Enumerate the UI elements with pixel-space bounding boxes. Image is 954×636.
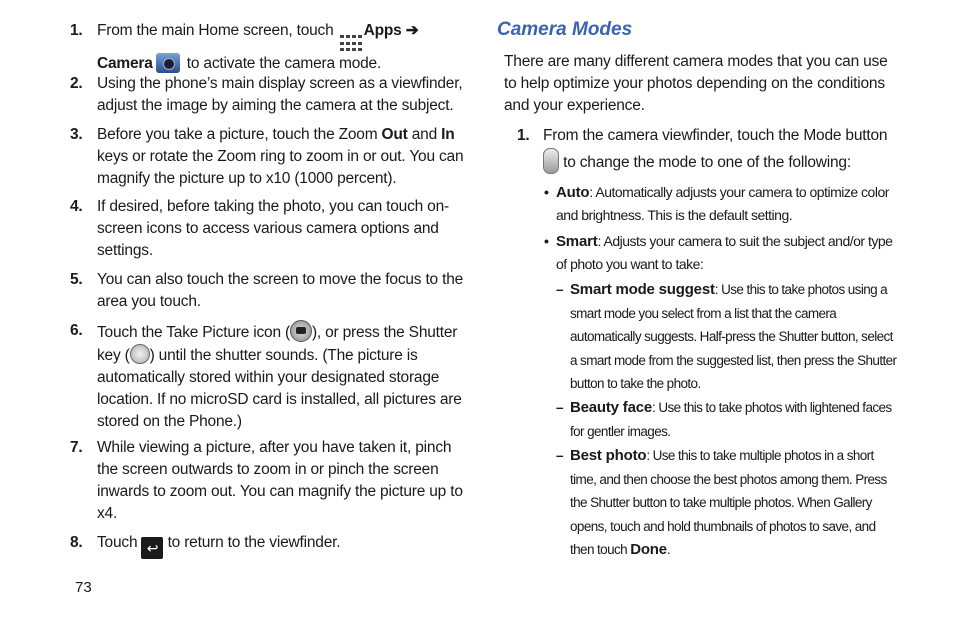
zoom-in-label: In	[441, 126, 455, 143]
shutter-key-icon	[130, 344, 150, 364]
take-picture-icon	[290, 320, 312, 342]
bullet-text: Smart: Adjusts your camera to suit the subject and/or type of photo you want to take:	[556, 233, 893, 272]
dash-mark: –	[556, 448, 563, 463]
step-number: 1.	[70, 22, 83, 39]
sub-text: Best photo: Use this to take multiple photos in a short time, and then choose the best photos among them. Press the Shutter button to take multiple photos. When Gallery opens, touch and hold thumbnails of photos to save, and then touch Done.	[570, 447, 887, 558]
step-text: Touch the Take Picture icon ( ), or press the Shutter key ( ) until the shutter sounds. (The picture is automatically stored within your designated storage location. If no microSD card is installed, all pictures are stored on the Phone.)	[97, 320, 467, 433]
step-text: From the main Home screen, touch Apps ➔ Camera to activate the camera mode.	[97, 22, 419, 72]
apps-label: Apps	[363, 22, 402, 39]
dash-mark: –	[556, 282, 563, 297]
sub-term: Best photo	[570, 447, 647, 464]
done-label: Done	[630, 541, 667, 558]
bullet-mark: •	[544, 184, 549, 200]
sub-text: Smart mode suggest: Use this to take photos using a smart mode you select from a list that the camera automatically suggests. Half-press the Shutter button, select a smart mode from the suggested list, then press the Shutter button to take the photo.	[570, 281, 897, 391]
zoom-out-label: Out	[381, 126, 408, 143]
step-number: 5.	[70, 271, 83, 288]
mode-button-icon	[543, 148, 559, 174]
bullet-mark: •	[544, 233, 549, 249]
step-number: 6.	[70, 322, 83, 339]
sub-text: Beauty face: Use this to take photos with lightened faces for gentler images.	[570, 399, 892, 439]
step-number: 3.	[70, 126, 83, 143]
intro-paragraph: There are many different camera modes that you can use to help optimize your photos depending on the conditions and your experience.	[504, 53, 888, 114]
step-text: Before you take a picture, touch the Zoom Out and In keys or rotate the Zoom ring to zoom in or out. You can magnify the picture up to x10 (1000 percent).	[97, 126, 464, 187]
step-number: 7.	[70, 439, 83, 456]
apps-icon	[340, 35, 362, 53]
step-number: 8.	[70, 534, 83, 551]
step-text: Touch ↩ to return to the viewfinder.	[97, 532, 467, 559]
section-heading: Camera Modes	[497, 19, 633, 40]
sub-term: Smart mode suggest	[570, 281, 715, 298]
step-text: If desired, before taking the photo, you can touch on-screen icons to access various camera options and settings.	[97, 198, 449, 259]
bullet-term: Smart	[556, 233, 598, 250]
dash-mark: –	[556, 400, 563, 415]
step-number: 1.	[517, 127, 530, 144]
bullet-term: Auto	[556, 184, 590, 201]
step-text: While viewing a picture, after you have taken it, pinch the screen outwards to zoom in or pinch the screen inwards to zoom out. You can magnify the picture up to x4.	[97, 439, 463, 522]
sub-term: Beauty face	[570, 399, 653, 416]
back-icon: ↩	[141, 537, 163, 559]
step-text: You can also touch the screen to move the focus to the area you touch.	[97, 271, 464, 310]
camera-label: Camera	[97, 55, 153, 72]
step-number: 2.	[70, 75, 83, 92]
step-text: From the camera viewfinder, touch the Mode button to change the mode to one of the following:	[543, 124, 903, 175]
page-number: 73	[75, 579, 92, 596]
bullet-text: Auto: Automatically adjusts your camera to optimize color and brightness. This is the default setting.	[556, 184, 889, 223]
camera-app-icon	[156, 53, 180, 73]
step-text: Using the phone’s main display screen as a viewfinder, adjust the image by aiming the camera at the subject.	[97, 75, 463, 114]
step-number: 4.	[70, 198, 83, 215]
